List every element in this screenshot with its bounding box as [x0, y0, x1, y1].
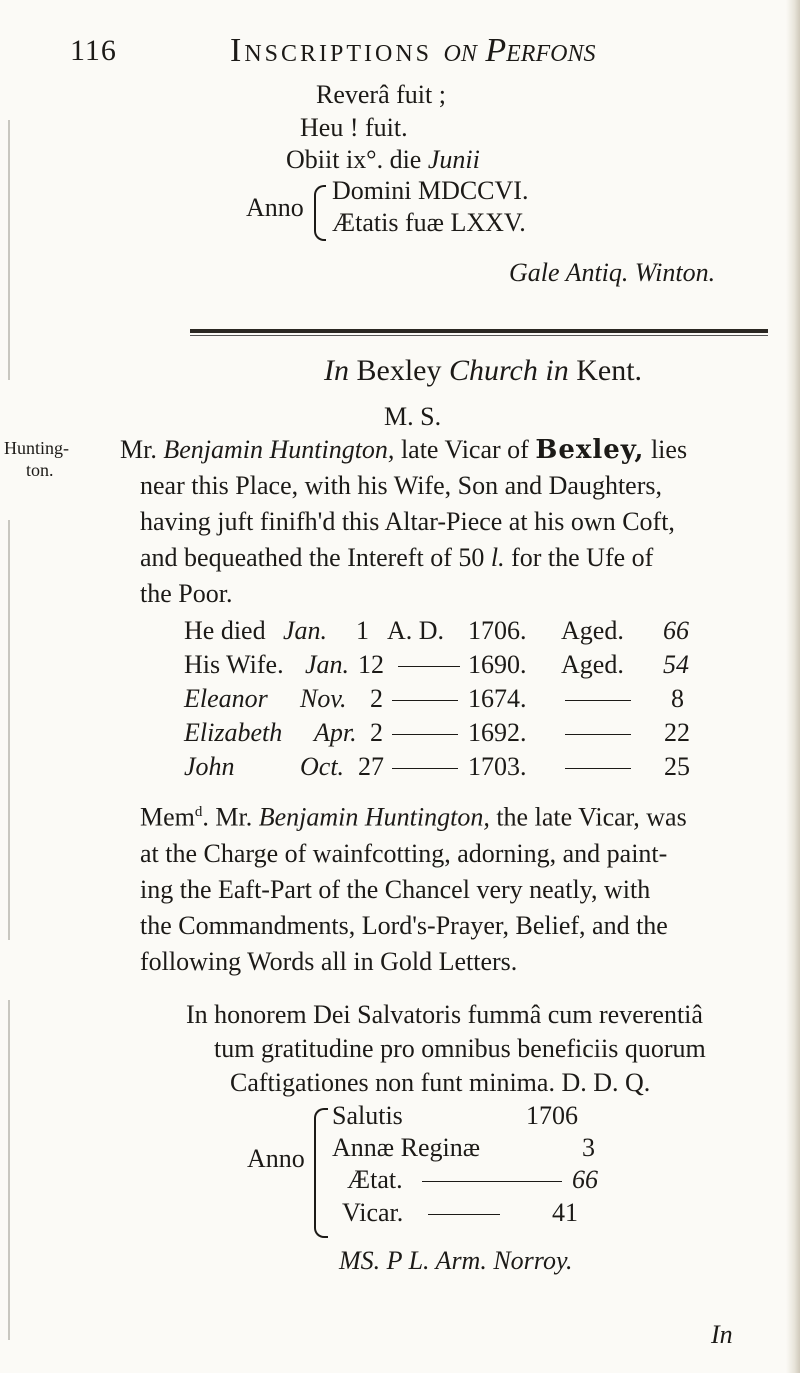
- epitaph-source: Gale Antiq. Winton.: [509, 258, 716, 287]
- ms-initials: M. S.: [384, 402, 442, 431]
- church-heading: In Bexley Church in Kent.: [324, 354, 643, 387]
- left-edge-mark: [8, 520, 10, 940]
- table-row: He died Jan. 1 A. D. 1706. Aged. 66: [184, 616, 689, 645]
- table-row: Elizabeth Apr. 2 1692. 22: [184, 718, 690, 747]
- running-title: [230, 32, 595, 70]
- table-row: His Wife. Jan. 12 1690. Aged. 54: [184, 650, 689, 679]
- epitaph-line-2: Heu ! fuit.: [300, 113, 408, 142]
- para-line-4: and bequeathed the Intereft of 50 l. for the Ufe of: [140, 543, 654, 572]
- latin-line-2: tum gratitudine pro omnibus beneficiis quorum: [214, 1034, 706, 1063]
- memo-line-3: ing the Eaft-Part of the Chancel very neatly, with: [140, 874, 651, 904]
- section-rule-thin: [190, 335, 768, 336]
- epitaph-anno-line-2: Ætatis fuæ LXXV.: [332, 208, 526, 237]
- memo-line-5: following Words all in Gold Letters.: [140, 946, 518, 976]
- para-line-1: Mr. Benjamin Huntington, late Vicar of Bexley, lies: [120, 435, 688, 465]
- margin-note-line-1: Hunting-: [4, 438, 69, 458]
- table-row: Eleanor Nov. 2 1674. 8: [184, 684, 684, 713]
- running-title-main: Inscriptions: [230, 32, 433, 69]
- page-edge: [786, 0, 800, 1373]
- margin-note-line-2: ton.: [26, 460, 54, 480]
- memorandum-paragraph: [140, 794, 687, 980]
- memo-line-4: the Commandments, Lord's-Prayer, Belief, and the: [140, 910, 668, 940]
- latin-line-1: In honorem Dei Salvatoris fummâ cum reverentiâ: [186, 1000, 703, 1029]
- section-rule: [190, 329, 768, 333]
- para-line-3: having juft finifh'd this Altar-Piece at his own Coft,: [140, 507, 675, 536]
- memo-line-1: Mem$^d$. Mr. Benjamin Huntington, the late Vicar, was: [140, 802, 687, 832]
- main-paragraph: [120, 432, 687, 612]
- catchword: In: [711, 1320, 733, 1349]
- epitaph-line-3: Obiit ix°. die Junii: [286, 145, 480, 174]
- para-line-2: near this Place, with his Wife, Son and Daughters,: [140, 471, 662, 500]
- epitaph-anno-line-1: Domini MDCCVI.: [332, 176, 529, 205]
- anno-label: Anno: [247, 1144, 305, 1173]
- latin-line-3: Caftigationes non funt minima. D. D. Q.: [230, 1068, 651, 1097]
- table-row: Salutis 1706: [332, 1101, 578, 1130]
- epitaph-anno-label: Anno: [246, 193, 304, 222]
- running-title-italic: on Perfons: [443, 32, 596, 69]
- table-row: John Oct. 27 1703. 25: [184, 752, 690, 781]
- epitaph-line-1: Reverâ fuit ;: [316, 80, 446, 109]
- table-row: Vicar. 41: [342, 1198, 578, 1227]
- memo-line-2: at the Charge of wainfcotting, adorning, and paint-: [140, 838, 668, 868]
- table-row: Ætat. 66: [347, 1165, 598, 1194]
- page-number: 116: [70, 34, 117, 67]
- brace: [314, 185, 326, 241]
- left-edge-mark: [8, 120, 10, 380]
- table-row: Annæ Reginæ 3: [332, 1133, 595, 1162]
- para-line-5: the Poor.: [140, 579, 233, 608]
- footer-source: MS. P L. Arm. Norroy.: [339, 1246, 573, 1275]
- left-edge-mark: [8, 1000, 10, 1340]
